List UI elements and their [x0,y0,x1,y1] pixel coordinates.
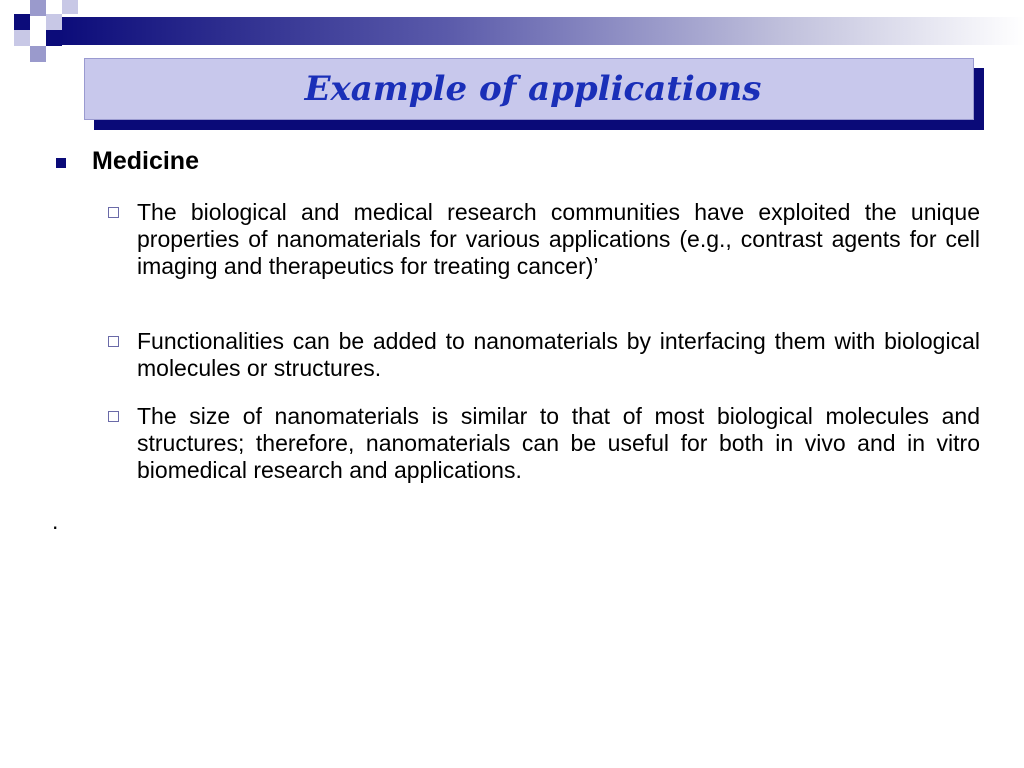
decor-square [62,0,78,14]
hollow-square-bullet-icon [108,411,119,422]
trailing-period: . [52,508,59,534]
square-bullet-icon [56,158,66,168]
bullet-point: The size of nanomaterials is similar to that of most biological molecules and structures; therefore, nanomaterials can be useful for both in vivo and in vitro biomedical research and applications. [137,403,980,483]
decor-square [46,14,62,30]
decor-square [14,14,30,30]
decor-square [30,0,46,16]
header-gradient-bar [60,17,1024,45]
decor-square [46,30,62,46]
bullet-point: The biological and medical research communities have exploited the unique properties of nanomaterials for various applications (e.g., contrast agents for cell imaging and therapeutics for treating cancer)’ [137,199,980,279]
slide-title: Example of applications [304,69,762,109]
bullet-point: Functionalities can be added to nanomaterials by interfacing them with biological molecules or structures. [137,328,980,381]
decor-square [30,46,46,62]
hollow-square-bullet-icon [108,207,119,218]
title-box [84,58,974,120]
section-heading: Medicine [92,147,199,175]
hollow-square-bullet-icon [108,336,119,347]
decor-square [14,30,30,46]
